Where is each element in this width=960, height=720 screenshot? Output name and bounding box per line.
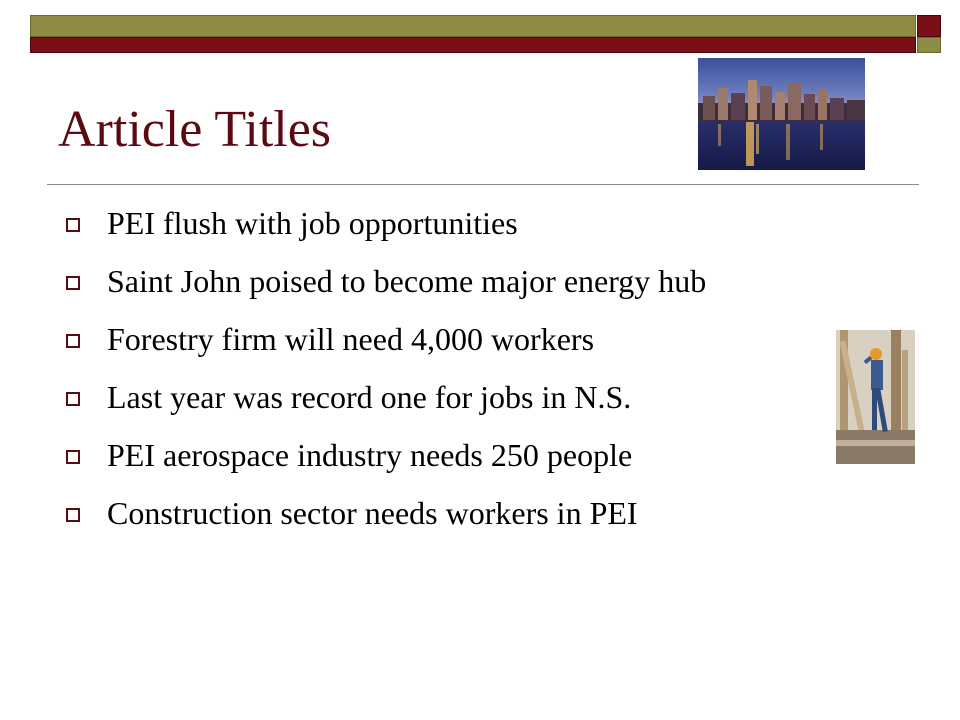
square-outline-icon — [66, 508, 80, 522]
olive-stripe — [30, 15, 916, 37]
slide-title: Article Titles — [58, 101, 332, 158]
maroon-stripe — [30, 37, 916, 53]
list-item — [64, 261, 854, 301]
list-item-text: PEI aerospace industry needs 250 people — [107, 437, 633, 473]
title-divider — [47, 184, 919, 185]
city-skyline-photo — [698, 58, 865, 170]
list-item-text: Construction sector needs workers in PEI — [107, 495, 638, 531]
list-item — [64, 203, 854, 243]
list-item-text: PEI flush with job opportunities — [107, 205, 518, 241]
list-item-text: Forestry firm will need 4,000 workers — [107, 321, 595, 357]
top-decoration-bar — [30, 15, 916, 53]
list-item — [64, 319, 854, 359]
square-outline-icon — [66, 276, 80, 290]
article-title-list — [64, 203, 854, 551]
list-item — [64, 435, 854, 475]
corner-square-olive — [917, 37, 941, 53]
square-outline-icon — [66, 450, 80, 464]
square-outline-icon — [66, 392, 80, 406]
list-item-text: Last year was record one for jobs in N.S. — [107, 379, 632, 415]
corner-square-maroon — [917, 15, 941, 37]
list-item — [64, 493, 854, 533]
square-outline-icon — [66, 334, 80, 348]
square-outline-icon — [66, 218, 80, 232]
list-item — [64, 377, 854, 417]
list-item-text: Saint John poised to become major energy hub — [107, 263, 707, 299]
